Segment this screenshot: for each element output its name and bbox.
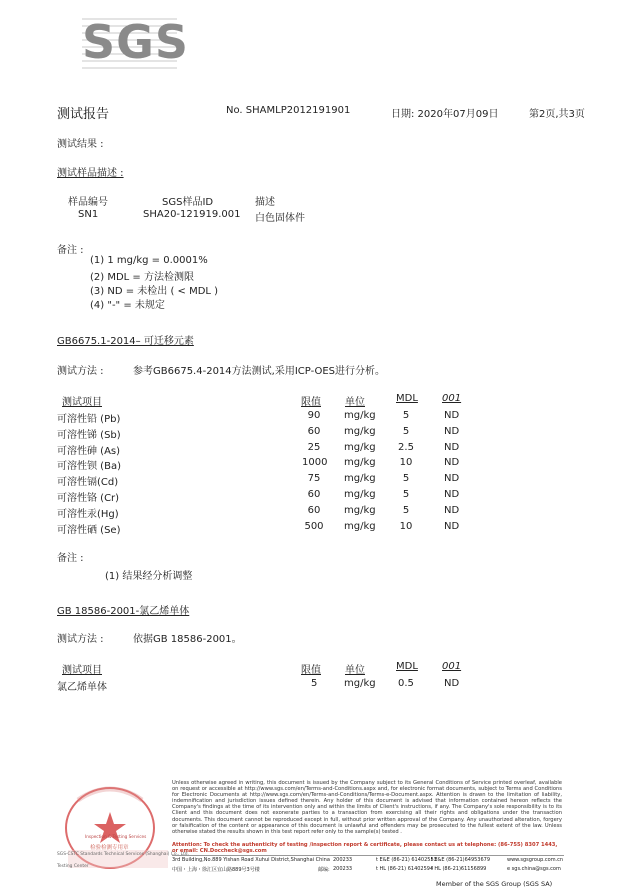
footer-zip-label-cn: 邮编: xyxy=(318,867,330,873)
sample-header-desc: 描述 xyxy=(255,197,275,208)
s1-cell-item: 可溶性砷 (As) xyxy=(57,445,121,457)
sgs-logo: SGS xyxy=(82,15,190,69)
s2-header-mdl: MDL xyxy=(396,661,418,672)
s1-cell-mdl: 5 xyxy=(402,473,410,485)
notes1-label: 备注 : xyxy=(57,245,84,256)
seal-sub: Inspection & Testing Services xyxy=(85,834,147,839)
s1-cell-unit: mg/kg xyxy=(344,410,376,421)
seal-caption: 检验检测专用章 xyxy=(90,845,129,851)
footer-address-en: 3rd Building,No.889 Yishan Road Xuhui District,Shanghai China xyxy=(172,857,330,863)
report-title: 测试报告 xyxy=(57,107,110,122)
s1-cell-unit: mg/kg xyxy=(344,425,376,437)
notes1-item: (3) ND = 未检出 ( < MDL ) xyxy=(90,286,219,297)
s1-cell-mdl: 10 xyxy=(399,457,413,469)
s1-cell-limit: 60 xyxy=(307,489,321,500)
footer-address-cn: 中国・上海・徐汇区宜山路889号3号楼 xyxy=(172,867,260,873)
s2-header-unit: 单位 xyxy=(345,665,365,676)
results-label: 测试结果 : xyxy=(57,139,104,150)
notes1-item: (1) 1 mg/kg = 0.0001% xyxy=(90,255,208,266)
s1-cell-item: 可溶性硒 (Se) xyxy=(57,524,121,536)
section1-title: GB6675.1-2014– 可迁移元素 xyxy=(57,336,194,347)
footer-fax2: f HL (86-21)61156899 xyxy=(431,866,487,872)
seal-left-text-2: Testing Center xyxy=(57,864,89,869)
s1-cell-sample: ND xyxy=(444,410,460,421)
s2-cell-item: 氯乙烯单体 xyxy=(57,682,107,693)
s1-cell-sample: ND xyxy=(444,504,460,516)
section2-method-label: 测试方法 : xyxy=(57,634,104,645)
s1-cell-sample: ND xyxy=(444,473,460,485)
sample-desc-label: 测试样品描述 : xyxy=(57,168,124,179)
page-indicator: 第2页,共3页 xyxy=(529,109,585,120)
s2-cell-mdl: 0.5 xyxy=(398,678,414,689)
s1-cell-sample: ND xyxy=(444,425,460,437)
s1-cell-mdl: 10 xyxy=(399,520,413,532)
s1-cell-limit: 60 xyxy=(307,504,321,516)
s1-cell-limit: 25 xyxy=(307,441,321,453)
s1-cell-limit: 500 xyxy=(304,520,324,532)
footer-fax1: f E&E (86-21)64953679 xyxy=(431,857,491,863)
s1-header-unit: 单位 xyxy=(345,397,365,408)
s1-header-mdl: MDL xyxy=(396,393,418,404)
s1-cell-sample: ND xyxy=(444,441,460,453)
s2-cell-unit: mg/kg xyxy=(344,678,376,689)
s1-cell-unit: mg/kg xyxy=(344,504,376,516)
s2-cell-limit: 5 xyxy=(311,678,318,689)
s1-header-item: 测试项目 xyxy=(62,397,102,408)
s1-cell-item: 可溶性钡 (Ba) xyxy=(57,461,121,473)
s1-cell-unit: mg/kg xyxy=(344,473,376,485)
footer-attention: Attention: To check the authenticity of testing /inspection report & certificate, please contact us at telephone: (86-755) 8307 1443, xyxy=(172,842,558,848)
s1-cell-limit: 75 xyxy=(307,473,321,485)
section2-method: 依据GB 18586-2001。 xyxy=(133,634,242,645)
sample-cell-no: SN1 xyxy=(78,209,99,220)
s1-cell-item: 可溶性铅 (Pb) xyxy=(57,414,121,425)
footer-zip-en: 200233 xyxy=(333,857,353,863)
footer-tel2: t HL (86-21) 61402594 xyxy=(376,866,434,872)
s2-header-item: 测试项目 xyxy=(62,665,102,676)
s1-cell-limit: 60 xyxy=(307,425,321,437)
footer-divider xyxy=(172,855,564,856)
s1-cell-unit: mg/kg xyxy=(344,457,376,469)
s1-cell-item: 可溶性铬 (Cr) xyxy=(57,493,120,504)
footer-email: or email: CN.Doccheck@sgs.com xyxy=(172,848,267,854)
seal-left-text: SGS-CSTC Standards Technical Services (Shanghai) Co., Ltd. xyxy=(57,852,189,857)
s1-cell-item: 可溶性镉(Cd) xyxy=(57,477,119,489)
s1-cell-sample: ND xyxy=(444,489,460,500)
report-number: No. SHAMLP2012191901 xyxy=(226,105,351,116)
notes1-item: (4) "-" = 未规定 xyxy=(90,300,165,311)
notes2-item: (1) 结果经分析调整 xyxy=(105,571,193,582)
sample-cell-id: SHA20-121919.001 xyxy=(143,209,241,220)
footer-zip-cn: 200233 xyxy=(333,866,353,872)
sample-cell-desc: 白色固体件 xyxy=(255,213,305,224)
s1-cell-sample: ND xyxy=(444,457,460,469)
sample-header-id: SGS样品ID xyxy=(162,197,214,208)
notes2-label: 备注 : xyxy=(57,553,84,564)
footer-tel1: t E&E (86-21) 61402553 xyxy=(376,857,437,863)
s1-header-sample: 001 xyxy=(442,393,462,404)
s1-cell-item: 可溶性锑 (Sb) xyxy=(57,429,121,441)
section2-title: GB 18586-2001-氯乙烯单体 xyxy=(57,606,190,617)
s1-header-limit: 限值 xyxy=(301,397,321,408)
s2-header-limit: 限值 xyxy=(301,665,321,676)
s1-cell-unit: mg/kg xyxy=(344,441,376,453)
section1-method-label: 测试方法 : xyxy=(57,366,104,377)
footer-member: Member of the SGS Group (SGS SA) xyxy=(436,880,553,888)
s1-cell-unit: mg/kg xyxy=(344,489,376,500)
s1-cell-sample: ND xyxy=(444,520,460,532)
s1-cell-mdl: 5 xyxy=(402,489,410,500)
s1-cell-limit: 90 xyxy=(307,410,321,421)
s1-cell-mdl: 2.5 xyxy=(398,441,414,453)
report-date: 日期: 2020年07月09日 xyxy=(391,109,499,120)
s1-cell-item: 可溶性汞(Hg) xyxy=(57,508,119,520)
notes1-item: (2) MDL = 方法检测限 xyxy=(90,272,194,283)
sample-header-no: 样品编号 xyxy=(68,197,108,208)
footer-web: www.sgsgroup.com.cn xyxy=(507,857,564,863)
footer-mail: e sgs.china@sgs.com xyxy=(507,866,561,872)
section1-method: 参考GB6675.4-2014方法测试,采用ICP-OES进行分析。 xyxy=(133,366,386,377)
s1-cell-mdl: 5 xyxy=(402,410,410,421)
footer-disclaimer: Unless otherwise agreed in writing, this document is issued by the Company subject to its General Conditions of Service printed overleaf, available on request or accessible at http://www.sgs.com/en/Terms-and-Conditions.aspx and, for electronic format documents, subject to Terms and Conditions for Electronic Documents at http://www.sgs.com/en/Terms-and-Conditions/Terms-e-Document.aspx. Attention is drawn to the limitation of liability, indemnification and jurisdiction issues defined therein. Any holder of this document is advised that information contained hereon reflects the Company's findings at the time of its intervention only and within the limits of Client's instructions, if any. The Company's sole responsibility is to its Client and this document does not exonerate parties to a transaction from exercising all their rights and obligations under the transaction documents. This document cannot be reproduced except in full, without prior written approval of the Company. Any unauthorized alteration, forgery or falsification of the content or appearance of this document is unlawful and offenders may be prosecuted to the fullest extent of the law. Unless otherwise stated the results shown in this test report refer only to the sample(s) tested . xyxy=(172,780,562,835)
s1-cell-mdl: 5 xyxy=(402,504,410,516)
s2-cell-sample: ND xyxy=(444,678,460,689)
s1-cell-limit: 1000 xyxy=(302,457,328,469)
s1-cell-unit: mg/kg xyxy=(344,520,376,532)
s1-cell-mdl: 5 xyxy=(402,425,410,437)
s2-header-sample: 001 xyxy=(442,661,462,672)
